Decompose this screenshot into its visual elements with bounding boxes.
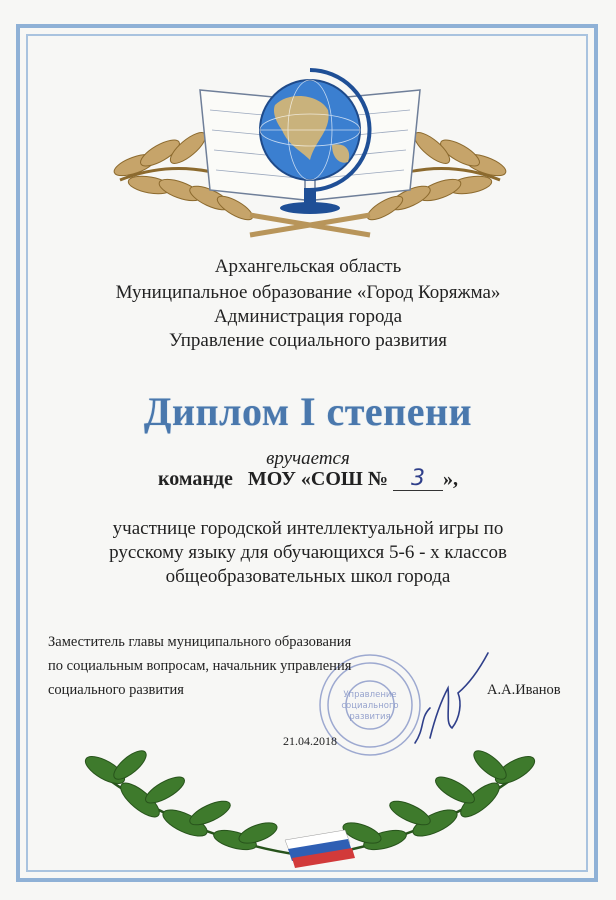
signatory-name: А.А.Иванов <box>487 682 561 698</box>
diploma-title: Диплом I степени <box>143 389 473 434</box>
team-line <box>0 468 616 491</box>
description-line: общеобразовательных школ города <box>165 566 451 587</box>
department-name: Управление социального развития <box>168 330 448 351</box>
awarded-label: вручается <box>266 448 350 469</box>
signatory-position-line: Заместитель главы муниципального образования <box>48 634 352 650</box>
administration-name: Администрация города <box>213 306 402 327</box>
stamp-text-2: социального <box>341 701 399 711</box>
laurel-wreath-with-flag-icon <box>70 745 550 870</box>
stamp-text-3: развития <box>349 712 391 722</box>
issue-date: 21.04.2018 <box>283 734 337 748</box>
description-line: участнице городской интеллектуальной игры по <box>112 518 504 539</box>
globe-book-emblem-icon <box>60 50 560 250</box>
school-number: 3 <box>393 468 443 491</box>
handwritten-signature-icon <box>400 648 510 758</box>
region-name: Архангельская область <box>214 256 402 277</box>
signatory-position-line: по социальным вопросам, начальник управления <box>48 658 352 674</box>
signatory-position-line: социального развития <box>48 682 184 698</box>
team-suffix: », <box>442 468 458 490</box>
team-prefix: команде МОУ «СОШ № <box>158 468 388 490</box>
stamp-text-1: Управление <box>343 690 397 700</box>
description-line: русскому языку для обучающихся 5-6 - х классов <box>109 542 507 563</box>
municipality-name: Муниципальное образование «Город Коряжма» <box>115 282 501 303</box>
